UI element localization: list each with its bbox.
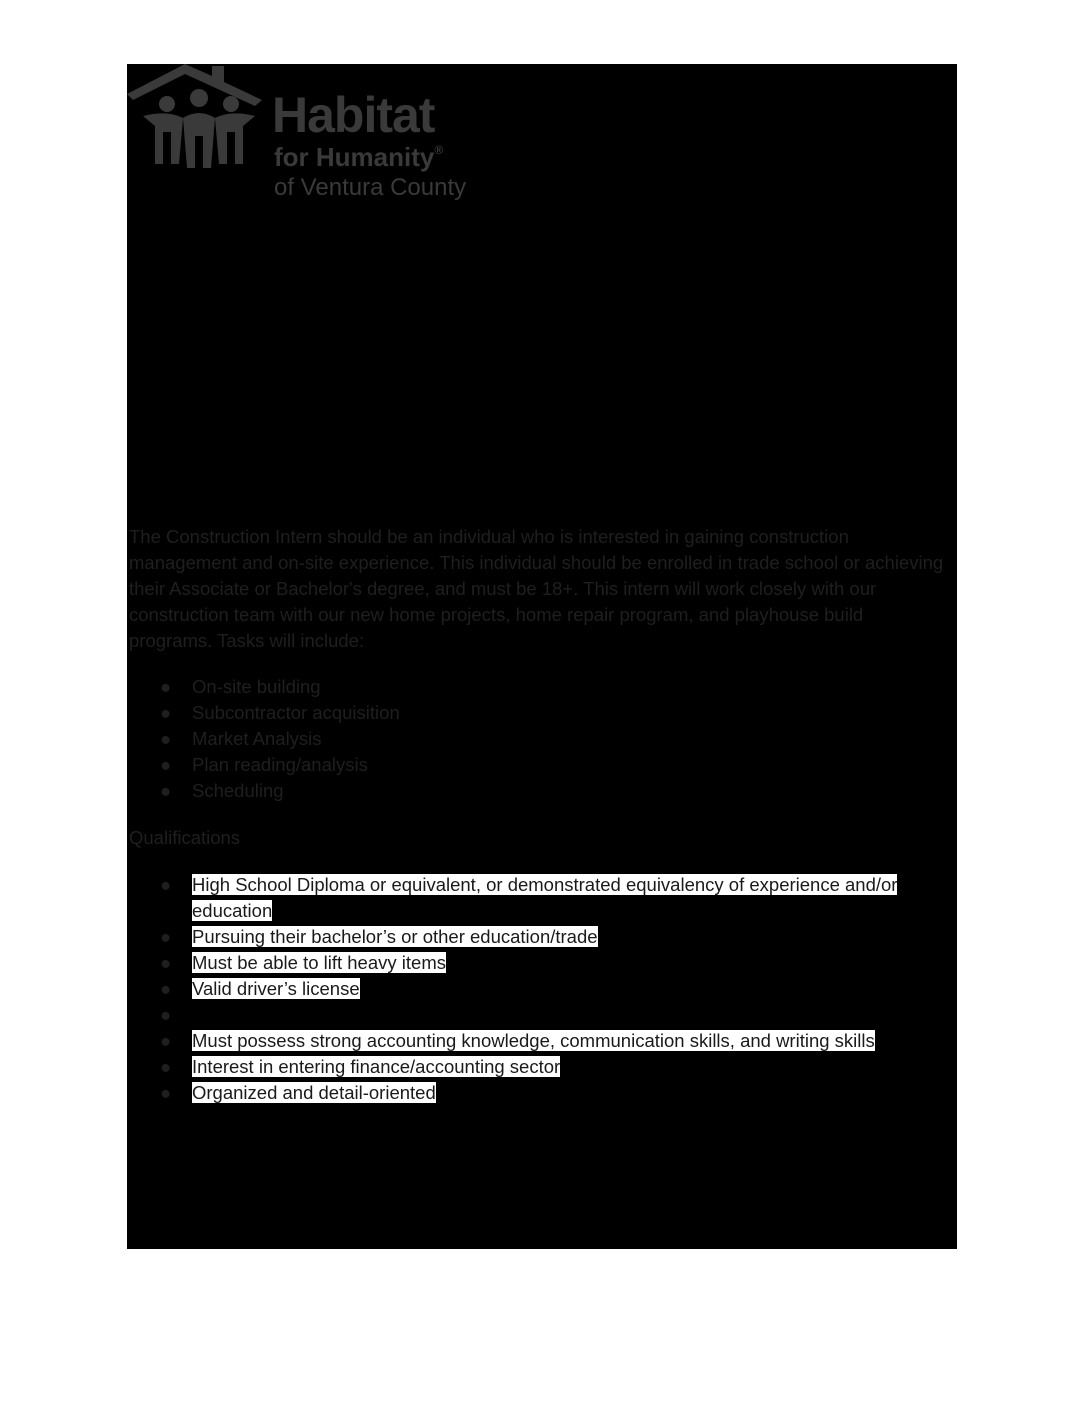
bullet-icon: ● bbox=[160, 702, 172, 723]
bullet-icon: ● bbox=[160, 754, 172, 775]
bullet-icon: ● bbox=[160, 978, 172, 999]
qualification-text: Valid driver’s license bbox=[192, 978, 360, 999]
bullet-icon: ● bbox=[160, 1030, 172, 1051]
logo-humanity-label: for Humanity bbox=[274, 142, 435, 172]
task-text: Market Analysis bbox=[192, 728, 322, 749]
bullet-icon: ● bbox=[160, 676, 172, 697]
bullet-icon: ● bbox=[160, 1082, 172, 1103]
bullet-icon: ● bbox=[160, 728, 172, 749]
qualifications-list bbox=[160, 872, 950, 1106]
bullet-icon: ● bbox=[160, 926, 172, 947]
logo-habitat-text: Habitat bbox=[272, 87, 435, 143]
list-item bbox=[160, 700, 940, 726]
bullet-icon: ● bbox=[160, 780, 172, 801]
logo-county-text: of Ventura County bbox=[274, 174, 467, 201]
logo-humanity-text bbox=[274, 144, 443, 170]
bullet-icon: ● bbox=[160, 1004, 172, 1025]
list-item bbox=[160, 674, 940, 700]
list-item bbox=[160, 924, 950, 950]
list-item bbox=[160, 950, 950, 976]
qualification-text: Organized and detail-oriented bbox=[192, 1082, 436, 1103]
task-text: Scheduling bbox=[192, 780, 284, 801]
tasks-list bbox=[160, 674, 940, 804]
list-item bbox=[160, 872, 950, 924]
list-item bbox=[160, 752, 940, 778]
list-item bbox=[160, 976, 950, 1002]
qualification-text: Must be able to lift heavy items bbox=[192, 952, 446, 973]
list-item bbox=[160, 1002, 950, 1028]
bullet-icon: ● bbox=[160, 952, 172, 973]
house-people-icon bbox=[127, 64, 272, 174]
qualification-text: Pursuing their bachelor’s or other education/trade bbox=[192, 926, 598, 947]
habitat-logo bbox=[127, 64, 467, 204]
list-item bbox=[160, 778, 940, 804]
intro-paragraph: The Construction Intern should be an individual who is interested in gaining construction management and on-site experience. This individual should be enrolled in trade school or achieving their Associate or Bachelor's degree, and must be 18+. This intern will work closely with our construction team with our new home projects, home repair program, and playhouse build programs. Tasks will include: bbox=[129, 526, 944, 651]
list-item bbox=[160, 1028, 950, 1054]
task-text: On-site building bbox=[192, 676, 321, 697]
bullet-icon: ● bbox=[160, 1056, 172, 1077]
qualification-text: Interest in entering finance/accounting sector bbox=[192, 1056, 561, 1077]
qualification-text: Must possess strong accounting knowledge, communication skills, and writing skills bbox=[192, 1030, 875, 1051]
task-text: Plan reading/analysis bbox=[192, 754, 368, 775]
qualification-text: High School Diploma or equivalent, or demonstrated equivalency of experience and/or education bbox=[192, 874, 898, 921]
list-item bbox=[160, 1080, 950, 1106]
list-item bbox=[160, 726, 940, 752]
bullet-icon: ● bbox=[160, 874, 172, 895]
qualifications-heading: Qualifications bbox=[129, 827, 241, 848]
list-item bbox=[160, 1054, 950, 1080]
task-text: Subcontractor acquisition bbox=[192, 702, 400, 723]
registered-mark: ® bbox=[434, 143, 444, 157]
